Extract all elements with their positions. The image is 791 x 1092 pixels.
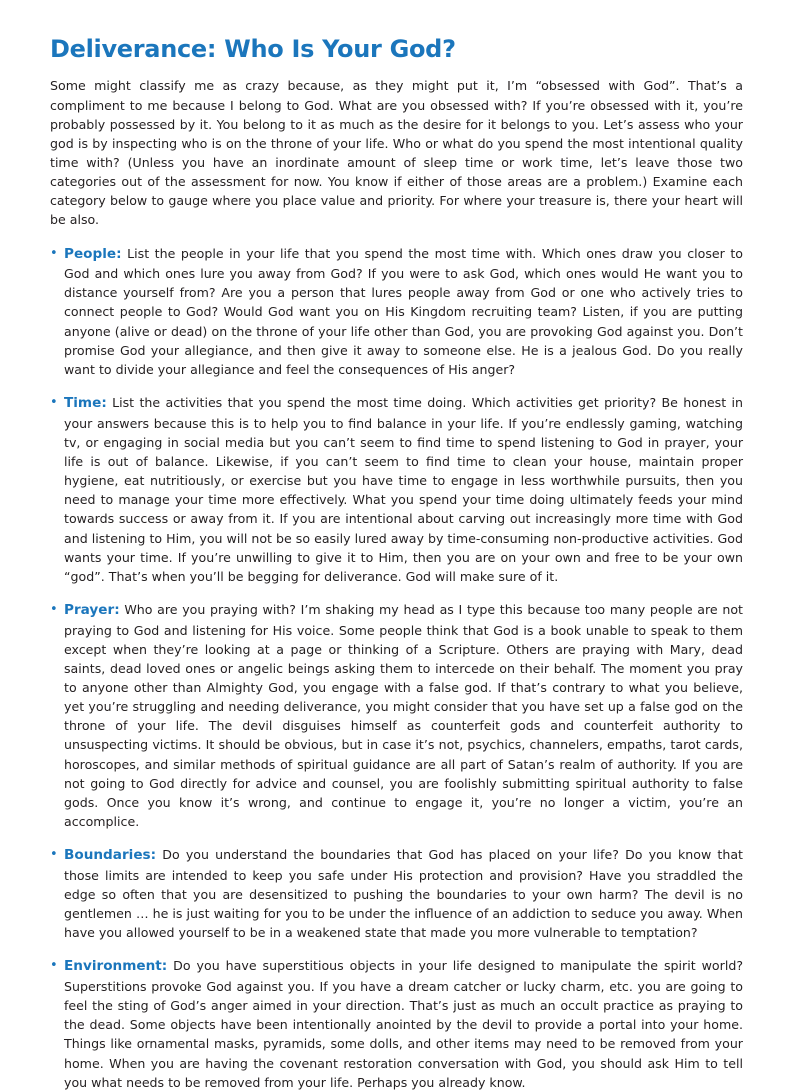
intro-paragraph: Some might classify me as crazy because, as they might put it, I’m “obsessed with God”. That’s a compliment to me because I belong to God. What are you obsessed with? If you’re obsessed with it, you’re probably possessed by it. You belong to it as much as the desire for it belongs to you. Let’s assess who your god is by inspecting who is on the throne of your life. Who or what do you spend the most intentional quality time with? (Unless you have an inordinate amount of sleep time or work time, let’s leave those two categories out of the assessment for now. You know if either of those areas are a problem.) Examine each category below to gauge where you place value and priority. For where your treasure is, there your heart will be also. <box>50 78 743 228</box>
list-item <box>50 600 743 831</box>
page-title-rest: Who Is Your God <box>216 35 443 63</box>
category-term-people: People: <box>64 245 122 262</box>
list-item <box>50 393 743 586</box>
category-term-environment: Environment: <box>64 958 168 975</box>
category-list <box>50 244 743 1092</box>
page-title-question-mark: ? <box>442 35 456 63</box>
category-text-time: List the activities that you spend the most time doing. Which activities get priority? Be honest in your answers because this is to help you to find balance in your life. If you’re endlessly gaming, watching tv, or engaging in social media but you can’t seem to find time to spend listening to God in prayer, your life is out of balance. Likewise, if you can’t seem to find time to clean your house, maintain proper hygiene, eat nutritiously, or exercise but you have time to engage in less worthwhile pursuits, then you need to manage your time more effectively. What you spend your time doing ultimately feeds your mind towards success or away from it. If you are intentional about carving out increasingly more time with God and listening to Him, you will not be so easily lured away by time-consuming non-productive activities. God wants your time. If you’re unwilling to give it to Him, then you are on your own and free to be your own “god”. That’s when you’ll be begging for deliverance. God will make sure of it. <box>64 395 743 584</box>
page-title-separator: : <box>206 35 217 63</box>
list-item <box>50 956 743 1092</box>
category-term-boundaries: Boundaries: <box>64 847 157 864</box>
page-title <box>50 36 743 62</box>
list-item <box>50 244 743 380</box>
category-term-prayer: Prayer: <box>64 601 120 618</box>
category-text-boundaries: Do you understand the boundaries that God has placed on your life? Do you know that those limits are intended to keep you safe under His protection and provision? Have you straddled the edge so often that you are desensitized to pushing the boundaries to your own harm? The devil is no gentlemen … he is just waiting for you to be under the influence of an addiction to seduce you away. When have you allowed yourself to be in a weakened state that made you more vulnerable to temptation? <box>64 847 743 941</box>
category-text-people: List the people in your life that you spend the most time with. Which ones draw you closer to God and which ones lure you away from God? If you were to ask God, which ones would He want you to distance yourself from? Are you a person that lures people away from God or one who actively tries to connect people to God? Would God want you on His Kingdom recruiting team? Listen, if you are putting anyone (alive or dead) on the throne of your life other than God, you are provoking God against you. Don’t promise God your allegiance, and then give it away to someone else. He is a jealous God. Do you really want to divide your allegiance and feel the consequences of His anger? <box>64 245 743 377</box>
list-item <box>50 845 743 942</box>
page-title-main: Deliverance <box>50 35 207 63</box>
category-text-environment: Do you have superstitious objects in your life designed to manipulate the spirit world? Superstitions provoke God against you. If you have a dream catcher or lucky charm, etc. you are going to feel the sting of God’s anger aimed in your direction. That’s just as much an occult practice as praying to the dead. Some objects have been intentionally anointed by the devil to provide a portal into your home. Things like ornamental masks, pyramids, some dolls, and other items may need to be removed from your home. When you are having the covenant restoration conversation with God, you should ask Him to tell you what needs to be removed from your life. Perhaps you already know. <box>64 958 743 1090</box>
category-term-time: Time: <box>64 395 107 412</box>
category-text-prayer: Who are you praying with? I’m shaking my head as I type this because too many people are not praying to God and listening for His voice. Some people think that God is a book unable to speak to them except when they’re looking at a page or thinking of a Scripture. Others are praying with Mary, dead saints, dead loved ones or angelic beings asking them to intercede on their behalf. The moment you pray to anyone other than Almighty God, you engage with a false god. If that’s contrary to what you believe, yet you’re struggling and needing deliverance, you might consider that you have set up a false god on the throne of your life. The devil disguises himself as counterfeit gods and counterfeit authority to unsuspecting victims. It should be obvious, but in case it’s not, psychics, channelers, empaths, tarot cards, horoscopes, and similar methods of spiritual guidance are all part of Satan’s realm of authority. If you are not going to God directly for advice and counsel, you are foolishly submitting spiritual authority to false gods. Once you know it’s wrong, and continue to engage it, you’re no longer a victim, you’re an accomplice. <box>64 601 743 829</box>
